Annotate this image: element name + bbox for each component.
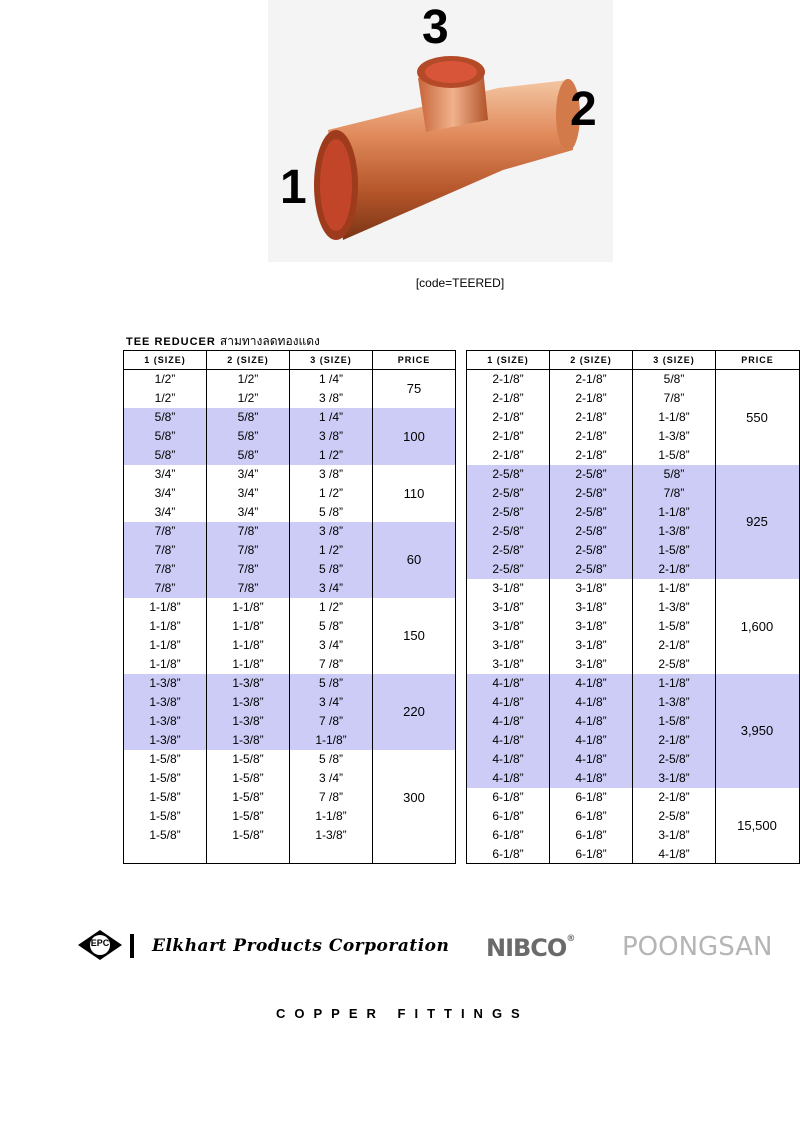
- size-2-cell: 4-1/8”: [575, 695, 607, 709]
- size-1-cell: 3/4”: [154, 486, 176, 500]
- price-cell: 15,500: [737, 818, 777, 833]
- size-1-cell: 1-1/8”: [149, 657, 181, 671]
- size-2-cell: 2-1/8”: [575, 410, 607, 424]
- brand-logos: [0, 928, 800, 968]
- section-title: [126, 332, 320, 351]
- size-1-cell: 1-1/8”: [149, 638, 181, 652]
- size-3-cell: 3 /4”: [318, 771, 343, 785]
- size-1-cell: 2-1/8”: [492, 372, 524, 386]
- size-3-cell: 1-3/8”: [658, 429, 690, 443]
- price-cell: 300: [403, 790, 425, 805]
- size-3-cell: 2-5/8”: [658, 657, 690, 671]
- size-2-cell: 1-5/8”: [232, 828, 264, 842]
- size-1-cell: 1-3/8”: [149, 695, 181, 709]
- size-1-cell: 1-1/8”: [149, 619, 181, 633]
- size-3-cell: 1-5/8”: [658, 619, 690, 633]
- size-2-cell: 1/2”: [237, 372, 259, 386]
- size-2-cell: 5/8”: [237, 429, 259, 443]
- outlet-label-1: 1: [280, 161, 307, 214]
- size-1-cell: 2-5/8”: [492, 562, 524, 576]
- size-3-cell: 7 /8”: [318, 790, 343, 804]
- size-3-cell: 3 /8”: [318, 429, 343, 443]
- size-3-cell: 7 /8”: [318, 714, 343, 728]
- header-price: PRICE: [397, 355, 431, 365]
- product-code: [code=TEERED]: [415, 276, 505, 290]
- size-3-cell: 3 /8”: [318, 524, 343, 538]
- size-1-cell: 1-5/8”: [149, 752, 181, 766]
- size-2-cell: 2-5/8”: [575, 524, 607, 538]
- size-3-cell: 5 /8”: [318, 505, 343, 519]
- size-3-cell: 5 /8”: [318, 562, 343, 576]
- size-1-cell: 1-5/8”: [149, 790, 181, 804]
- size-2-cell: 5/8”: [237, 410, 259, 424]
- size-3-cell: 1 /2”: [318, 543, 343, 557]
- size-2-cell: 2-5/8”: [575, 467, 607, 481]
- outlet-label-3: 3: [422, 1, 449, 54]
- size-2-cell: 3-1/8”: [575, 581, 607, 595]
- price-table-left: [123, 350, 456, 864]
- size-2-cell: 4-1/8”: [575, 733, 607, 747]
- size-3-cell: 1 /4”: [318, 410, 343, 424]
- size-2-cell: 1-3/8”: [232, 714, 264, 728]
- section-title-en: TEE REDUCER: [126, 336, 216, 348]
- size-3-cell: 1 /2”: [318, 448, 343, 462]
- size-2-cell: 7/8”: [237, 524, 259, 538]
- price-cell: 150: [403, 628, 425, 643]
- header-size-2: 2 (SIZE): [570, 355, 612, 365]
- size-2-cell: 5/8”: [237, 448, 259, 462]
- size-2-cell: 3/4”: [237, 505, 259, 519]
- size-1-cell: 3-1/8”: [492, 581, 524, 595]
- size-3-cell: 3 /4”: [318, 638, 343, 652]
- size-2-cell: 1-1/8”: [232, 619, 264, 633]
- size-3-cell: 1-5/8”: [658, 543, 690, 557]
- size-1-cell: 2-1/8”: [492, 429, 524, 443]
- size-1-cell: 4-1/8”: [492, 714, 524, 728]
- header-size-2: 2 (SIZE): [227, 355, 269, 365]
- size-1-cell: 7/8”: [154, 524, 176, 538]
- size-2-cell: 4-1/8”: [575, 714, 607, 728]
- size-1-cell: 7/8”: [154, 543, 176, 557]
- header-price: PRICE: [741, 355, 774, 365]
- size-2-cell: 6-1/8”: [575, 809, 607, 823]
- size-3-cell: 3 /8”: [318, 467, 343, 481]
- logo-divider: [130, 934, 134, 958]
- size-1-cell: 1-3/8”: [149, 676, 181, 690]
- size-2-cell: 1-1/8”: [232, 600, 264, 614]
- size-1-cell: 7/8”: [154, 581, 176, 595]
- size-2-cell: 1-5/8”: [232, 752, 264, 766]
- size-3-cell: 1-1/8”: [658, 505, 690, 519]
- size-1-cell: 6-1/8”: [492, 828, 524, 842]
- size-1-cell: 2-1/8”: [492, 410, 524, 424]
- size-3-cell: 1-5/8”: [658, 448, 690, 462]
- size-2-cell: 2-1/8”: [575, 448, 607, 462]
- size-3-cell: 3-1/8”: [658, 771, 690, 785]
- size-2-cell: 6-1/8”: [575, 847, 607, 861]
- size-1-cell: 1/2”: [154, 372, 176, 386]
- section-title-th: สามทางลดทองแดง: [219, 334, 320, 348]
- size-2-cell: 1/2”: [237, 391, 259, 405]
- size-1-cell: 2-5/8”: [492, 524, 524, 538]
- size-2-cell: 1-3/8”: [232, 695, 264, 709]
- size-3-cell: 1 /2”: [318, 600, 343, 614]
- price-cell: 220: [403, 704, 425, 719]
- size-1-cell: 5/8”: [154, 448, 176, 462]
- size-3-cell: 5 /8”: [318, 619, 343, 633]
- size-2-cell: 4-1/8”: [575, 752, 607, 766]
- size-3-cell: 5/8”: [663, 372, 685, 386]
- size-3-cell: 1 /4”: [318, 372, 343, 386]
- size-2-cell: 3-1/8”: [575, 619, 607, 633]
- size-1-cell: 1-1/8”: [149, 600, 181, 614]
- price-cell: 1,600: [740, 619, 774, 634]
- size-2-cell: 7/8”: [237, 543, 259, 557]
- size-3-cell: 4-1/8”: [658, 847, 690, 861]
- size-1-cell: 2-1/8”: [492, 448, 524, 462]
- size-2-cell: 6-1/8”: [575, 790, 607, 804]
- size-2-cell: 1-1/8”: [232, 657, 264, 671]
- epc-logo: [76, 928, 124, 967]
- size-1-cell: 6-1/8”: [492, 847, 524, 861]
- size-1-cell: 1-3/8”: [149, 733, 181, 747]
- size-1-cell: 4-1/8”: [492, 695, 524, 709]
- size-2-cell: 7/8”: [237, 581, 259, 595]
- price-cell: 925: [746, 514, 768, 529]
- size-1-cell: 3-1/8”: [492, 600, 524, 614]
- size-2-cell: 1-5/8”: [232, 790, 264, 804]
- size-1-cell: 4-1/8”: [492, 752, 524, 766]
- nibco-logo: NIBCO®: [486, 934, 575, 962]
- size-2-cell: 6-1/8”: [575, 828, 607, 842]
- size-3-cell: 1-1/8”: [658, 581, 690, 595]
- header-size-1: 1 (SIZE): [487, 355, 529, 365]
- product-photo: [268, 0, 613, 262]
- size-3-cell: 1-1/8”: [315, 733, 347, 747]
- size-1-cell: 3-1/8”: [492, 657, 524, 671]
- size-3-cell: 2-1/8”: [658, 638, 690, 652]
- price-cell: 100: [403, 429, 425, 444]
- size-3-cell: 1-5/8”: [658, 714, 690, 728]
- header-size-1: 1 (SIZE): [144, 355, 186, 365]
- poongsan-logo: POONGSAN: [622, 932, 773, 962]
- size-2-cell: 3-1/8”: [575, 638, 607, 652]
- size-2-cell: 2-5/8”: [575, 562, 607, 576]
- size-1-cell: 6-1/8”: [492, 790, 524, 804]
- size-3-cell: 2-5/8”: [658, 809, 690, 823]
- size-1-cell: 1-5/8”: [149, 828, 181, 842]
- size-1-cell: 2-5/8”: [492, 486, 524, 500]
- size-3-cell: 1-1/8”: [658, 410, 690, 424]
- size-1-cell: 3/4”: [154, 467, 176, 481]
- size-3-cell: 2-1/8”: [658, 790, 690, 804]
- size-2-cell: 1-3/8”: [232, 733, 264, 747]
- size-3-cell: 1-3/8”: [315, 828, 347, 842]
- size-3-cell: 3 /4”: [318, 695, 343, 709]
- size-2-cell: 3/4”: [237, 467, 259, 481]
- size-2-cell: 1-3/8”: [232, 676, 264, 690]
- size-3-cell: 3 /8”: [318, 391, 343, 405]
- size-3-cell: 1-3/8”: [658, 524, 690, 538]
- size-3-cell: 7/8”: [663, 486, 685, 500]
- size-2-cell: 3-1/8”: [575, 657, 607, 671]
- size-3-cell: 5/8”: [663, 467, 685, 481]
- size-2-cell: 2-1/8”: [575, 372, 607, 386]
- size-3-cell: 3-1/8”: [658, 828, 690, 842]
- size-2-cell: 3/4”: [237, 486, 259, 500]
- size-3-cell: 2-1/8”: [658, 562, 690, 576]
- size-1-cell: 5/8”: [154, 410, 176, 424]
- header-size-3: 3 (SIZE): [653, 355, 695, 365]
- size-1-cell: 1-3/8”: [149, 714, 181, 728]
- size-1-cell: 6-1/8”: [492, 809, 524, 823]
- epc-logo-text: EPC: [90, 938, 110, 948]
- size-3-cell: 1-1/8”: [658, 676, 690, 690]
- size-2-cell: 2-5/8”: [575, 543, 607, 557]
- size-2-cell: 1-1/8”: [232, 638, 264, 652]
- size-1-cell: 3-1/8”: [492, 619, 524, 633]
- table-header: [467, 351, 799, 370]
- elkhart-logo: Elkhart Products Corporation: [152, 936, 450, 956]
- size-2-cell: 1-5/8”: [232, 771, 264, 785]
- size-1-cell: 4-1/8”: [492, 733, 524, 747]
- size-1-cell: 1/2”: [154, 391, 176, 405]
- price-cell: 110: [403, 486, 425, 501]
- outlet-label-2: 2: [570, 83, 597, 136]
- price-cell: 3,950: [740, 723, 774, 738]
- size-3-cell: 1-3/8”: [658, 600, 690, 614]
- size-1-cell: 5/8”: [154, 429, 176, 443]
- size-2-cell: 1-5/8”: [232, 809, 264, 823]
- size-2-cell: 2-1/8”: [575, 391, 607, 405]
- size-1-cell: 2-5/8”: [492, 505, 524, 519]
- size-1-cell: 2-5/8”: [492, 467, 524, 481]
- size-2-cell: 7/8”: [237, 562, 259, 576]
- size-3-cell: 5 /8”: [318, 752, 343, 766]
- size-3-cell: 7/8”: [663, 391, 685, 405]
- size-3-cell: 3 /4”: [318, 581, 343, 595]
- size-1-cell: 1-5/8”: [149, 771, 181, 785]
- footer-title: COPPER FITTINGS: [276, 1006, 529, 1021]
- size-1-cell: 3/4”: [154, 505, 176, 519]
- size-2-cell: 2-5/8”: [575, 505, 607, 519]
- price-cell: 75: [406, 381, 422, 396]
- size-3-cell: 2-1/8”: [658, 733, 690, 747]
- size-1-cell: 1-5/8”: [149, 809, 181, 823]
- size-2-cell: 2-1/8”: [575, 429, 607, 443]
- price-cell: 550: [746, 410, 768, 425]
- price-table-right: [466, 350, 800, 864]
- size-1-cell: 2-1/8”: [492, 391, 524, 405]
- size-3-cell: 1-1/8”: [315, 809, 347, 823]
- header-size-3: 3 (SIZE): [310, 355, 352, 365]
- size-2-cell: 4-1/8”: [575, 771, 607, 785]
- size-3-cell: 1 /2”: [318, 486, 343, 500]
- size-1-cell: 2-5/8”: [492, 543, 524, 557]
- size-3-cell: 5 /8”: [318, 676, 343, 690]
- size-2-cell: 2-5/8”: [575, 486, 607, 500]
- size-3-cell: 7 /8”: [318, 657, 343, 671]
- size-3-cell: 1-3/8”: [658, 695, 690, 709]
- size-1-cell: 3-1/8”: [492, 638, 524, 652]
- size-1-cell: 7/8”: [154, 562, 176, 576]
- size-1-cell: 4-1/8”: [492, 676, 524, 690]
- size-2-cell: 4-1/8”: [575, 676, 607, 690]
- size-2-cell: 3-1/8”: [575, 600, 607, 614]
- size-3-cell: 2-5/8”: [658, 752, 690, 766]
- price-cell: 60: [406, 552, 422, 567]
- size-1-cell: 4-1/8”: [492, 771, 524, 785]
